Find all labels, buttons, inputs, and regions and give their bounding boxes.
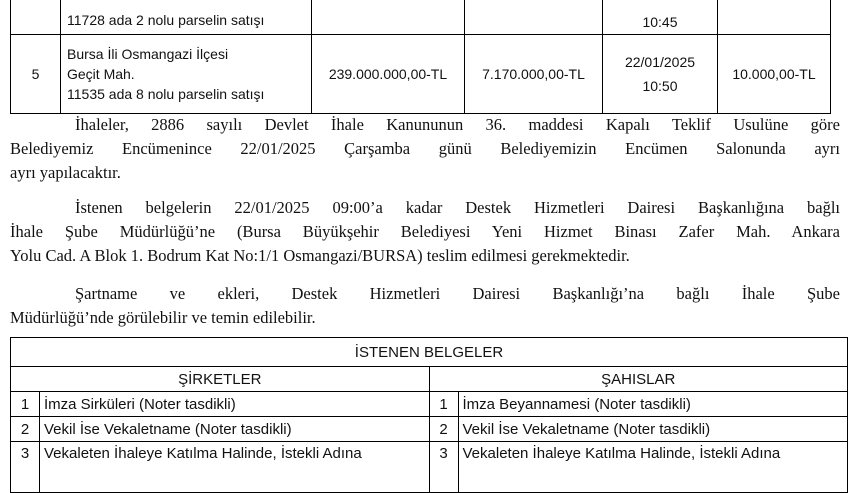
individual-doc-text: Vekaleten İhaleye Katılma Halinde, İstekli Adına [458,442,848,493]
auction-time: 10:45 [642,14,678,30]
paragraph-specifications [10,282,840,330]
estimated-price [312,0,465,35]
spec-fee [718,0,831,35]
paragraph-line: İhale Şube Müdürlüğü’ne (Bursa Büyükşehir Belediyesi Yeni Hizmet Binası Zafer Mah. Ankara [10,222,840,241]
table-row [11,0,831,35]
paragraph-documents-deadline [10,196,840,268]
company-doc-text: Vekaleten İhaleye Katılma Halinde, İstekli Adına [40,442,430,493]
company-doc-number: 3 [11,442,40,493]
auction-date-time [603,35,718,114]
temporary-bond [465,0,603,35]
table-row [11,392,848,417]
company-doc-number: 2 [11,417,40,442]
auction-date-time [603,0,718,35]
parcel-description [61,0,312,35]
individual-doc-text: İmza Beyannamesi (Noter tasdikli) [458,392,848,417]
paragraph-line: İstenen belgelerin 22/01/2025 09:00’a kadar Destek Hizmetleri Dairesi Başkanlığına bağlı [75,198,840,217]
parcel-description-line: Bursa İli Osmangazi İlçesi [67,46,229,62]
row-number: 5 [11,35,61,114]
paragraph-line: Belediyemiz Encümenince 22/01/2025 Çarşamba günü Belediyemizin Encümen Salonunda ayrı [10,139,840,158]
table-row [11,442,848,493]
table-row [11,35,831,114]
auction-time: 10:50 [642,78,678,94]
company-doc-number: 1 [11,392,40,417]
individual-doc-number: 3 [429,442,458,493]
parcel-description-line: 11728 ada 2 nolu parselin satışı [67,12,265,28]
estimated-price: 239.000.000,00-TL [312,35,465,114]
company-doc-text: Vekil İse Vekaletname (Noter tasdikli) [40,417,430,442]
table-row [11,417,848,442]
required-documents-title: İSTENEN BELGELER [11,338,848,367]
paragraph-line: Yolu Cad. A Blok 1. Bodrum Kat No:1/1 Osmangazi/BURSA) teslim edilmesi gerekmektedir. [10,246,630,265]
row-number [11,0,61,35]
individual-doc-number: 1 [429,392,458,417]
paragraph-auction-method [10,113,840,185]
temporary-bond: 7.170.000,00-TL [465,35,603,114]
auction-table [10,0,831,114]
auction-date: 22/01/2025 [624,54,696,70]
parcel-description-line: 11535 ada 8 nolu parselin satışı [67,86,265,102]
paragraph-line: İhaleler, 2886 sayılı Devlet İhale Kanununun 36. maddesi Kapalı Teklif Usulüne göre [75,115,840,134]
parcel-description-line: Geçit Mah. [67,66,135,82]
spec-fee: 10.000,00-TL [718,35,831,114]
company-doc-text: İmza Sirküleri (Noter tasdikli) [40,392,430,417]
paragraph-line: Müdürlüğü’nde görülebilir ve temin edilebilir. [10,308,316,327]
individual-doc-number: 2 [429,417,458,442]
individuals-header: ŞAHISLAR [429,367,848,392]
paragraph-line: Şartname ve ekleri, Destek Hizmetleri Dairesi Başkanlığı’na bağlı İhale Şube [75,284,840,303]
parcel-description [61,35,312,114]
paragraph-line: ayrı yapılacaktır. [10,163,121,182]
companies-header: ŞİRKETLER [11,367,430,392]
required-documents-table [10,337,848,493]
individual-doc-text: Vekil İse Vekaletname (Noter tasdikli) [458,417,848,442]
